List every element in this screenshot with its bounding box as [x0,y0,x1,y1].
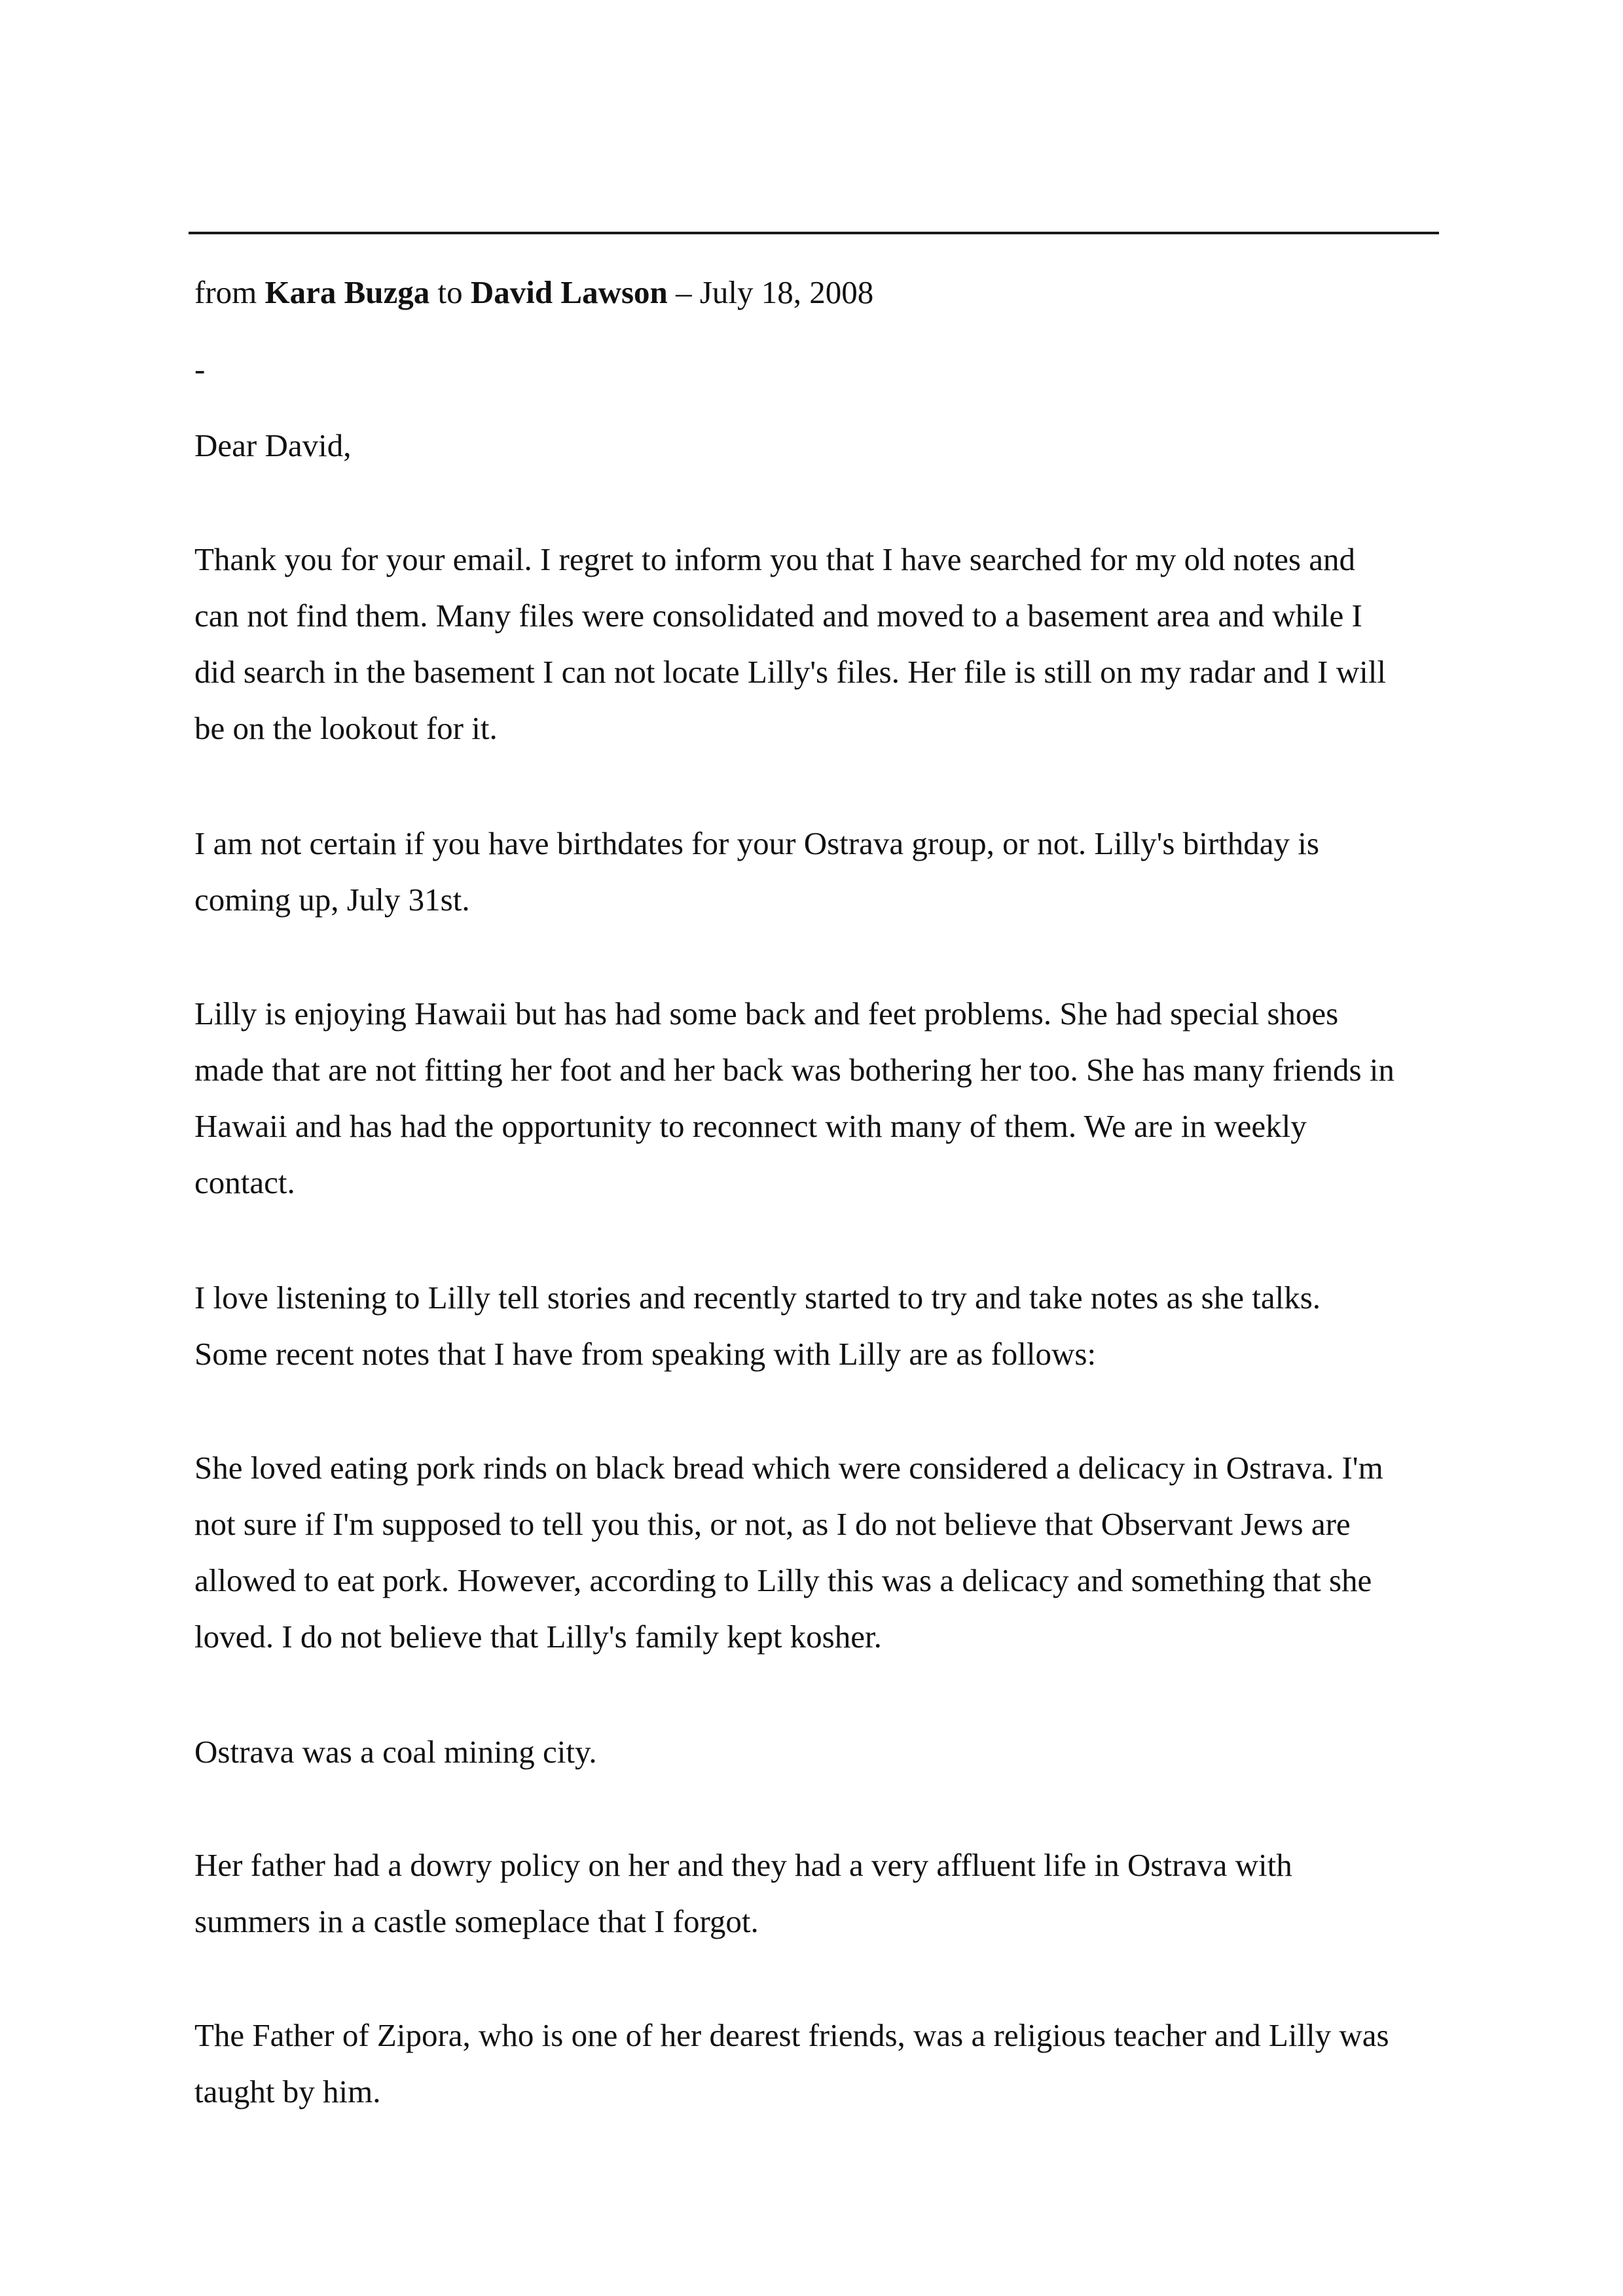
paragraph-line: Ostrava was a coal mining city. [194,1734,597,1770]
from-word: from [194,274,257,310]
paragraph-line: She loved eating pork rinds on black bread which were considered a delicacy in Ostrava. I'm [194,1450,1383,1486]
paragraph-line: I am not certain if you have birthdates for your Ostrava group, or not. Lilly's birthday is [194,825,1319,861]
paragraph-line: I love listening to Lilly tell stories and recently started to try and take notes as she talks. [194,1280,1321,1316]
paragraph-5 [194,1440,1438,1665]
separator-dash: - [194,351,206,387]
paragraph-line: The Father of Zipora, who is one of her dearest friends, was a religious teacher and Lilly was [194,2017,1389,2053]
paragraph-8 [194,2007,1438,2120]
paragraph-line: Her father had a dowry policy on her and they had a very affluent life in Ostrava with [194,1847,1292,1883]
recipient-name: David Lawson [470,274,668,310]
paragraph-line: can not find them. Many files were consolidated and moved to a basement area and while I [194,598,1362,634]
paragraph-line: Thank you for your email. I regret to inform you that I have searched for my old notes and [194,541,1355,577]
email-header [194,264,1438,321]
paragraph-4 [194,1270,1438,1382]
paragraph-line: summers in a castle someplace that I forgot. [194,1903,759,1939]
sender-name: Kara Buzga [264,274,430,310]
greeting: Dear David, [194,427,352,463]
paragraph-line: allowed to eat pork. However, according to Lilly this was a delicacy and something that she [194,1562,1372,1598]
paragraph-line: did search in the basement I can not locate Lilly's files. Her file is still on my radar and I will [194,654,1386,690]
paragraph-3 [194,986,1438,1211]
to-word: to [437,274,463,310]
header-rule [189,232,1439,234]
paragraph-7 [194,1837,1438,1950]
paragraph-line: coming up, July 31st. [194,882,470,918]
paragraph-line: Some recent notes that I have from speaking with Lilly are as follows: [194,1336,1097,1372]
paragraph-line: contact. [194,1164,295,1200]
paragraph-line: Hawaii and has had the opportunity to reconnect with many of them. We are in weekly [194,1108,1307,1144]
paragraph-1 [194,531,1438,757]
paragraph-2 [194,816,1438,928]
paragraph-line: be on the lookout for it. [194,710,498,746]
paragraph-line: Lilly is enjoying Hawaii but has had some back and feet problems. She had special shoes [194,996,1339,1031]
paragraph-6 [194,1724,1438,1780]
email-date: – July 18, 2008 [676,274,874,310]
paragraph-line: made that are not fitting her foot and her back was bothering her too. She has many friends in [194,1052,1395,1088]
paragraph-line: taught by him. [194,2073,381,2109]
paragraph-line: not sure if I'm supposed to tell you this, or not, as I do not believe that Observant Jews are [194,1506,1351,1542]
paragraph-line: loved. I do not believe that Lilly's family kept kosher. [194,1619,882,1655]
